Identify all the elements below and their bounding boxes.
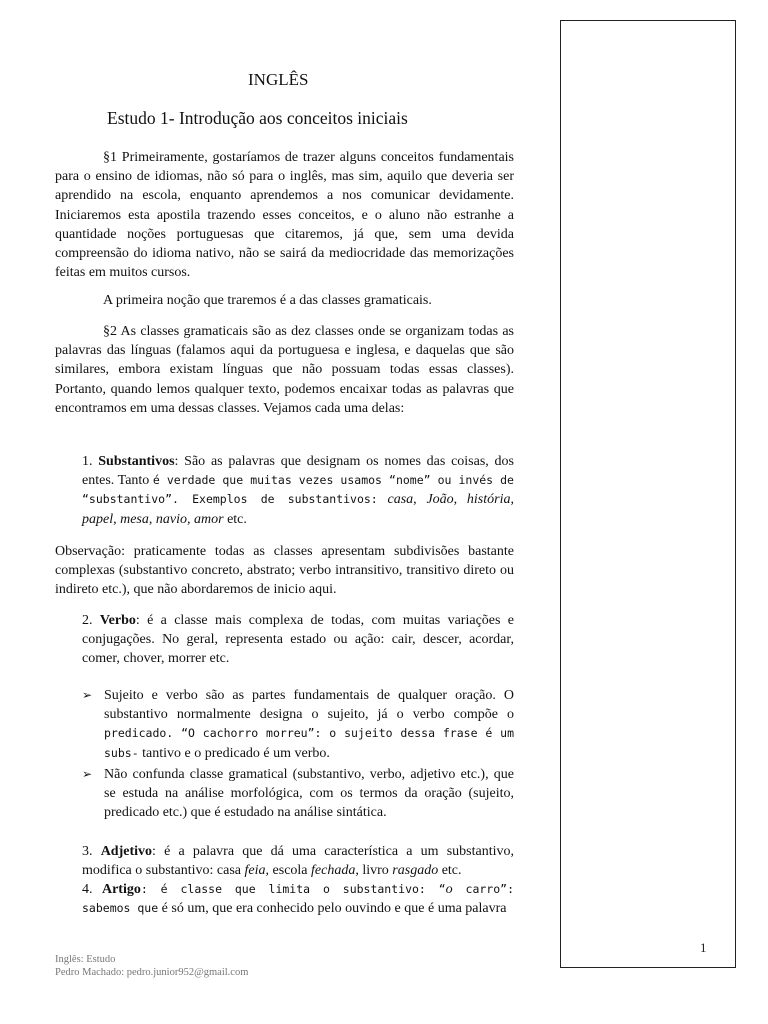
example-word: papel — [82, 511, 114, 527]
example-word: navio, — [155, 511, 191, 527]
item-text: , escola — [265, 863, 312, 879]
item-text: , livro — [355, 863, 393, 879]
list-number: 1. — [82, 454, 93, 469]
item-text: etc. — [438, 863, 462, 879]
list-item-adjetivo — [55, 842, 514, 880]
item-text-mono: é verdade que muitas vezes usamos “nome” ou invés de “substantivo”. Exemplos de substantivos: — [82, 473, 514, 507]
item-text: : São as palavras que designam os nomes das coisas, dos entes. Tanto — [82, 454, 515, 489]
item-text: : é a palavra que dá uma característica a um substantivo, modifica o substantivo: casa — [82, 844, 515, 879]
list-item-verbo — [55, 611, 514, 669]
bullet-text: Não confunda classe gramatical (substantivo, verbo, adjetivo etc.), que se estuda na análise morfológica, com os termos da oração (sujeito, predicado etc.) que é estudado na análise sintática. — [104, 767, 514, 821]
paragraph-observation: Observação: praticamente todas as classes apresentam subdivisões bastante complexas (substantivo concreto, abstrato; verbo intransitivo, transitivo direto ou indireto etc.), que não abordaremos de inicio aqui. — [55, 544, 514, 598]
document-title: INGLÊS — [248, 70, 309, 89]
paragraph-intro: §1 Primeiramente, gostaríamos de trazer alguns conceitos fundamentais para o ensino de idiomas, não só para o inglês, mas sim, aquilo que deveria ser aprendido na escola, enquanto aprendemos a nos comunicar devidamente. Iniciaremos esta apostila trazendo esses conceitos, e o aluno não estranhe a quantidade noções portuguesas que citaremos, já que, sem uma devida compreensão do idioma nativo, não se sairá da mediocridade das memorizações feitas em muitos cursos. — [55, 150, 514, 281]
bullet-sujeito-verbo — [82, 686, 514, 763]
term-substantivos: Substantivos — [98, 454, 175, 469]
example-word: João — [426, 492, 454, 508]
example-word: casa — [387, 492, 414, 508]
example-word: feia — [244, 863, 266, 879]
list-number: 2. — [82, 613, 93, 628]
bullet-classe-gramatical — [82, 765, 514, 823]
example-word: mesa — [120, 511, 149, 527]
list-number: 3. — [82, 844, 93, 859]
footer-line-title: Inglês: Estudo — [55, 954, 116, 965]
list-item-artigo — [55, 880, 514, 918]
paragraph-first-notion: A primeira noção que traremos é a das classes gramaticais. — [103, 293, 432, 308]
bullet-text: Sujeito e verbo são as partes fundamentais de qualquer oração. O substantivo normalmente designa o sujeito, já o verbo compõe o — [104, 688, 514, 723]
example-word: rasgado — [392, 863, 439, 879]
paragraph-classes: §2 As classes gramaticais são as dez classes onde se organizam todas as palavras das línguas (falamos aqui da portuguesa e inglesa, e daquelas que são similares, embora existam línguas que não possuam todas essas classes). Portanto, quando lemos qualquer texto, podemos encaixar todas as palavras que encontramos em uma dessas classes. Vejamos cada uma delas: — [55, 324, 514, 416]
margin-frame — [560, 20, 736, 968]
arrow-bullet-icon: ➢ — [82, 767, 93, 781]
bullet-text-mono: predicado. “O cachorro morreu”: o sujeito dessa frase é um subs- — [104, 726, 514, 760]
item-text: é só um, que era conhecido pelo ouvindo e que é uma palavra — [161, 901, 507, 917]
list-item-substantivos: 1. Substantivos: São as palavras que designam os nomes das coisas, dos entes. Tanto é verdade que muitas vezes usamos “nome” ou invés de “substantivo”. Exemplos de substantivos: casa, João, história, papel, mesa, navio, amor etc. — [82, 454, 515, 527]
item-text-mono: carro”: sabemos que — [82, 882, 515, 916]
example-word: história — [466, 492, 511, 508]
item-text: : é a classe mais complexa de todas, com muitas variações e conjugações. No geral, representa estado ou ação: cair, descer, acordar, comer, chover, morrer etc. — [82, 613, 514, 667]
item-text: etc. — [227, 511, 247, 527]
list-number: 4. — [82, 882, 93, 897]
term-verbo: Verbo — [99, 613, 136, 628]
arrow-bullet-icon: ➢ — [82, 688, 93, 702]
page-footer — [55, 953, 248, 979]
example-word: amor — [194, 511, 224, 527]
footer-line-author: Pedro Machado: pedro.junior952@gmail.com — [55, 967, 249, 978]
item-text-mono: : é classe que limita o substantivo: “ — [140, 882, 446, 896]
term-artigo: Artigo — [101, 882, 141, 897]
page-number: 1 — [700, 940, 707, 955]
example-word: fechada — [311, 863, 356, 879]
term-adjetivo: Adjetivo — [100, 844, 153, 859]
bullet-text: tantivo e o predicado é um verbo. — [142, 745, 330, 761]
document-subtitle: Estudo 1- Introdução aos conceitos iniciais — [107, 108, 408, 128]
example-word: o — [445, 882, 453, 897]
